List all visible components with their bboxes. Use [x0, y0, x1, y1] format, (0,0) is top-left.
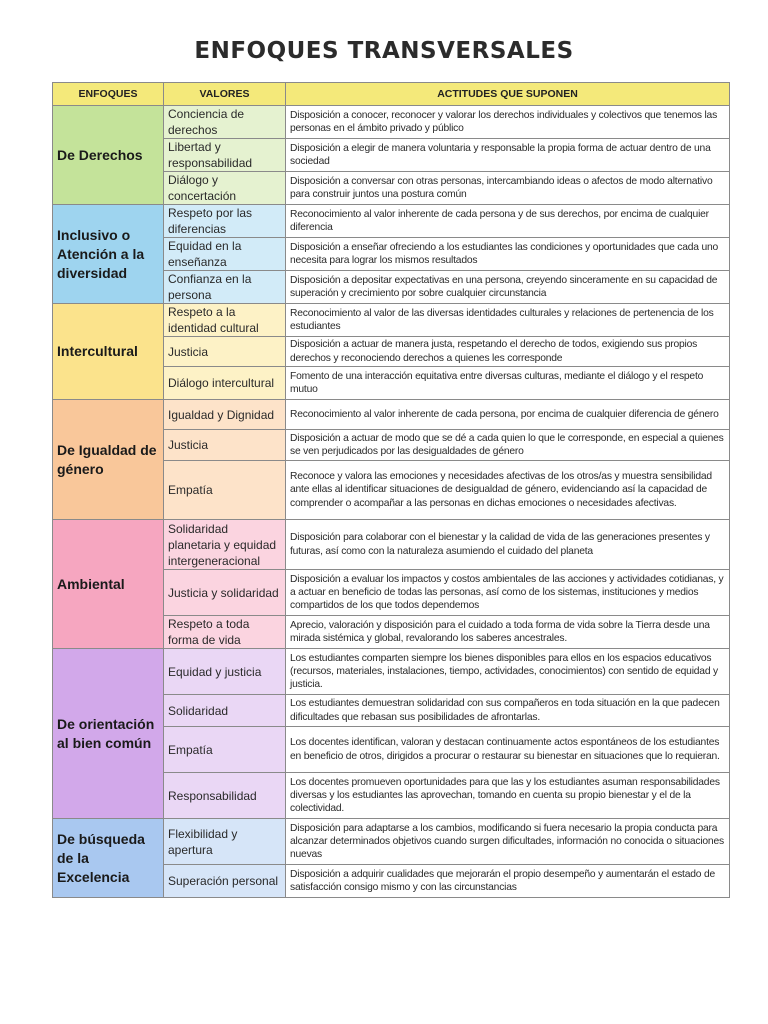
enfoque-cell: Inclusivo o Atención a la diversidad [53, 205, 164, 304]
actitud-cell: Disposición a actuar de modo que se dé a cada quien lo que le corresponde, en especial a quienes se ven perjudicados por las desigualdades de género [286, 430, 730, 461]
actitud-cell: Reconocimiento al valor inherente de cada persona, por encima de cualquier diferencia de género [286, 400, 730, 430]
valor-cell: Justicia [164, 337, 286, 367]
valor-cell: Respeto a la identidad cultural [164, 304, 286, 337]
enfoque-cell: Ambiental [53, 520, 164, 649]
table-row [53, 400, 730, 430]
valor-cell: Confianza en la persona [164, 271, 286, 304]
actitud-cell: Disposición a actuar de manera justa, respetando el derecho de todos, exigiendo sus propios derechos y reconociendo derechos a quienes les corresponde [286, 337, 730, 367]
valor-cell: Libertad y responsabilidad [164, 139, 286, 172]
actitud-cell: Disposición a conversar con otras personas, intercambiando ideas o afectos de modo alternativo para construir juntos una postura común [286, 172, 730, 205]
enfoque-cell: De Derechos [53, 106, 164, 205]
table-header-row [53, 83, 730, 106]
group-excelencia [53, 819, 730, 898]
enfoque-cell: De orientación al bien común [53, 649, 164, 819]
actitud-cell: Fomento de una interacción equitativa entre diversas culturas, mediante el diálogo y el respeto mutuo [286, 367, 730, 400]
valor-cell: Igualdad y Dignidad [164, 400, 286, 430]
valor-cell: Respeto por las diferencias [164, 205, 286, 238]
table-row [53, 649, 730, 695]
actitud-cell: Reconocimiento al valor de las diversas identidades culturales y relaciones de pertenencia de los estudiantes [286, 304, 730, 337]
actitud-cell: Disposición a conocer, reconocer y valorar los derechos individuales y colectivos que tenemos las personas en el ámbito privado y público [286, 106, 730, 139]
actitud-cell: Disposición a adquirir cualidades que mejorarán el propio desempeño y aumentarán el estado de satisfacción consigo mismo y con las circunstancias [286, 865, 730, 898]
valor-cell: Equidad y justicia [164, 649, 286, 695]
actitud-cell: Disposición a evaluar los impactos y costos ambientales de las acciones y actividades cotidianas, y a actuar en beneficio de todas las personas, así como de los sistemas, instituciones y medios compartidos de los que todos dependemos [286, 570, 730, 616]
valor-cell: Solidaridad planetaria y equidad intergeneracional [164, 520, 286, 570]
actitud-cell: Disposición para adaptarse a los cambios, modificando si fuera necesario la propia conducta para alcanzar determinados objetivos cuando surgen dificultades, información no conocida o situaciones nuevas [286, 819, 730, 865]
valor-cell: Solidaridad [164, 695, 286, 727]
group-bien-comun [53, 649, 730, 819]
actitud-cell: Aprecio, valoración y disposición para el cuidado a toda forma de vida sobre la Tierra desde una mirada sistémica y global, revalorando los saberes ancestrales. [286, 616, 730, 649]
enfoques-table [52, 82, 730, 898]
enfoque-cell: De Igualdad de género [53, 400, 164, 520]
enfoque-cell: De búsqueda de la Excelencia [53, 819, 164, 898]
header-actitudes: ACTITUDES QUE SUPONEN [286, 83, 730, 106]
group-derechos [53, 106, 730, 205]
group-ambiental [53, 520, 730, 649]
header-enfoques: ENFOQUES [53, 83, 164, 106]
header-valores: VALORES [164, 83, 286, 106]
table-row [53, 520, 730, 570]
actitud-cell: Los estudiantes comparten siempre los bienes disponibles para ellos en los espacios educativos (recursos, materiales, instalaciones, tiempo, actividades, conocimientos) con sentido de equidad y justicia. [286, 649, 730, 695]
valor-cell: Diálogo y concertación [164, 172, 286, 205]
valor-cell: Justicia y solidaridad [164, 570, 286, 616]
actitud-cell: Disposición a enseñar ofreciendo a los estudiantes las condiciones y oportunidades que cada uno necesita para lograr los mismos resultados [286, 238, 730, 271]
valor-cell: Justicia [164, 430, 286, 461]
group-genero [53, 400, 730, 520]
actitud-cell: Los docentes identifican, valoran y destacan continuamente actos espontáneos de los estudiantes en beneficio de otros, dirigidos a procurar o restaurar su bienestar en situaciones que lo requieran. [286, 727, 730, 773]
valor-cell: Responsabilidad [164, 773, 286, 819]
actitud-cell: Reconocimiento al valor inherente de cada persona y de sus derechos, por encima de cualquier diferencia [286, 205, 730, 238]
valor-cell: Respeto a toda forma de vida [164, 616, 286, 649]
actitud-cell: Disposición a elegir de manera voluntaria y responsable la propia forma de actuar dentro de una sociedad [286, 139, 730, 172]
group-inclusivo [53, 205, 730, 304]
valor-cell: Diálogo intercultural [164, 367, 286, 400]
valor-cell: Empatía [164, 727, 286, 773]
actitud-cell: Disposición para colaborar con el bienestar y la calidad de vida de las generaciones presentes y futuras, así como con la naturaleza asumiendo el cuidado del planeta [286, 520, 730, 570]
valor-cell: Flexibilidad y apertura [164, 819, 286, 865]
valor-cell: Conciencia de derechos [164, 106, 286, 139]
table-row [53, 819, 730, 865]
table-row [53, 205, 730, 238]
table-row [53, 106, 730, 139]
enfoque-cell: Intercultural [53, 304, 164, 400]
actitud-cell: Reconoce y valora las emociones y necesidades afectivas de los otros/as y muestra sensibilidad ante ellas al identificar situaciones de desigualdad de género, evidenciando así la capacidad de comprender o acompañar a las personas en dichas emociones o necesidades afectivas. [286, 461, 730, 520]
group-intercultural [53, 304, 730, 400]
valor-cell: Equidad en la enseñanza [164, 238, 286, 271]
actitud-cell: Disposición a depositar expectativas en una persona, creyendo sinceramente en su capacidad de superación y crecimiento por sobre cualquier circunstancia [286, 271, 730, 304]
valor-cell: Empatía [164, 461, 286, 520]
valor-cell: Superación personal [164, 865, 286, 898]
actitud-cell: Los estudiantes demuestran solidaridad con sus compañeros en toda situación en la que padecen dificultades que rebasan sus posibilidades de afrontarlas. [286, 695, 730, 727]
table-row [53, 304, 730, 337]
page-title: ENFOQUES TRANSVERSALES [194, 38, 574, 64]
actitud-cell: Los docentes promueven oportunidades para que las y los estudiantes asuman responsabilidades diversas y los estudiantes las aprovechan, tomando en cuenta su propio bienestar y el de la colectividad. [286, 773, 730, 819]
